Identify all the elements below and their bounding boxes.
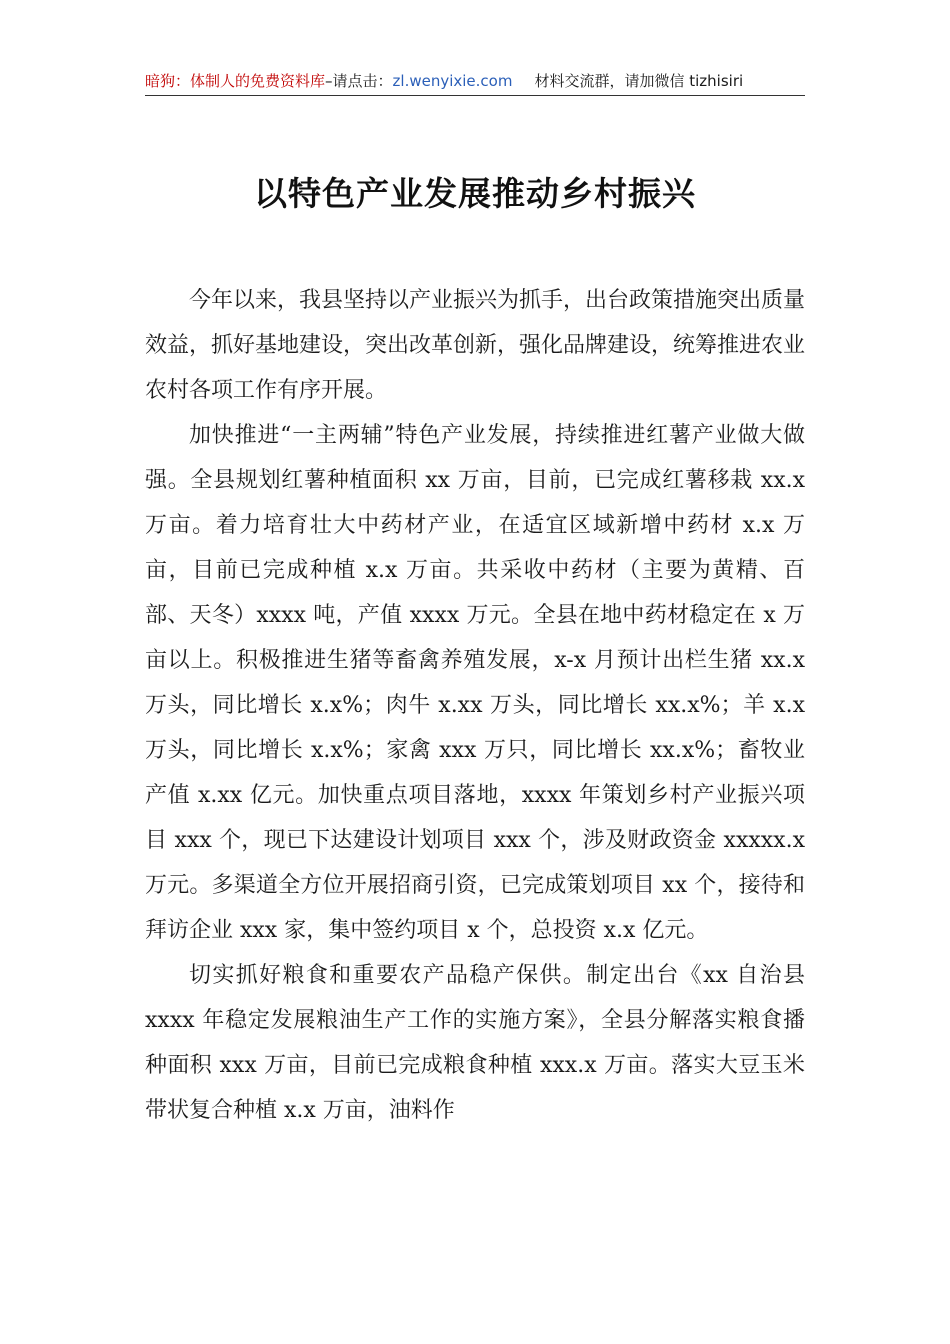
header-divider bbox=[145, 95, 805, 96]
header-link[interactable]: zl.wenyixie.com bbox=[392, 72, 513, 90]
paragraph: 今年以来，我县坚持以产业振兴为抓手，出台政策措施突出质量效益，抓好基地建设，突出改革创新，强化品牌建设，统筹推进农业农村各项工作有序开展。 bbox=[145, 288, 806, 403]
document-body bbox=[145, 278, 805, 1133]
header-brand: 暗狗：体制人的免费资料库 bbox=[145, 72, 326, 90]
page-header bbox=[145, 68, 805, 94]
header-prompt: –请点击： bbox=[325, 72, 393, 90]
paragraph: 切实抓好粮食和重要农产品稳产保供。制定出台《xx 自治县 xxxx 年稳定发展粮油生产工作的实施方案》，全县分解落实粮食播种面积 xxx 万亩，目前已完成粮食种植 xxx.x 万亩。落实大豆玉米带状复合种植 x.x 万亩，油料作 bbox=[145, 963, 805, 1123]
header-contact: 材料交流群，请加微信 tizhisiri bbox=[534, 72, 744, 90]
paragraph: 加快推进“一主两辅”特色产业发展，持续推进红薯产业做大做强。全县规划红薯种植面积 xx 万亩，目前，已完成红薯移栽 xx.x 万亩。着力培育壮大中药材产业，在适宜区域新增中药材 x.x 万亩，目前已完成种植 x.x 万亩。共采收中药材（主要为黄精、百部、天冬）xxxx 吨，产值 xxxx 万元。全县在地中药材稳定在 x 万亩以上。积极推进生猪等畜禽养殖发展，x-x 月预计出栏生猪 xx.x 万头，同比增长 x.x%；肉牛 x.xx 万头，同比增长 xx.x%；羊 x.x 万头，同比增长 x.x%；家禽 xxx 万只，同比增长 xx.x%；畜牧业产值 x.xx 亿元。加快重点项目落地，xxxx 年策划乡村产业振兴项目 xxx 个，现已下达建设计划项目 xxx 个，涉及财政资金 xxxxx.x 万元。多渠道全方位开展招商引资，已完成策划项目 xx 个，接待和拜访企业 xxx 家，集中签约项目 x 个，总投资 x.x 亿元。 bbox=[145, 423, 805, 943]
document-title: 以特色产业发展推动乡村振兴 bbox=[254, 174, 696, 213]
